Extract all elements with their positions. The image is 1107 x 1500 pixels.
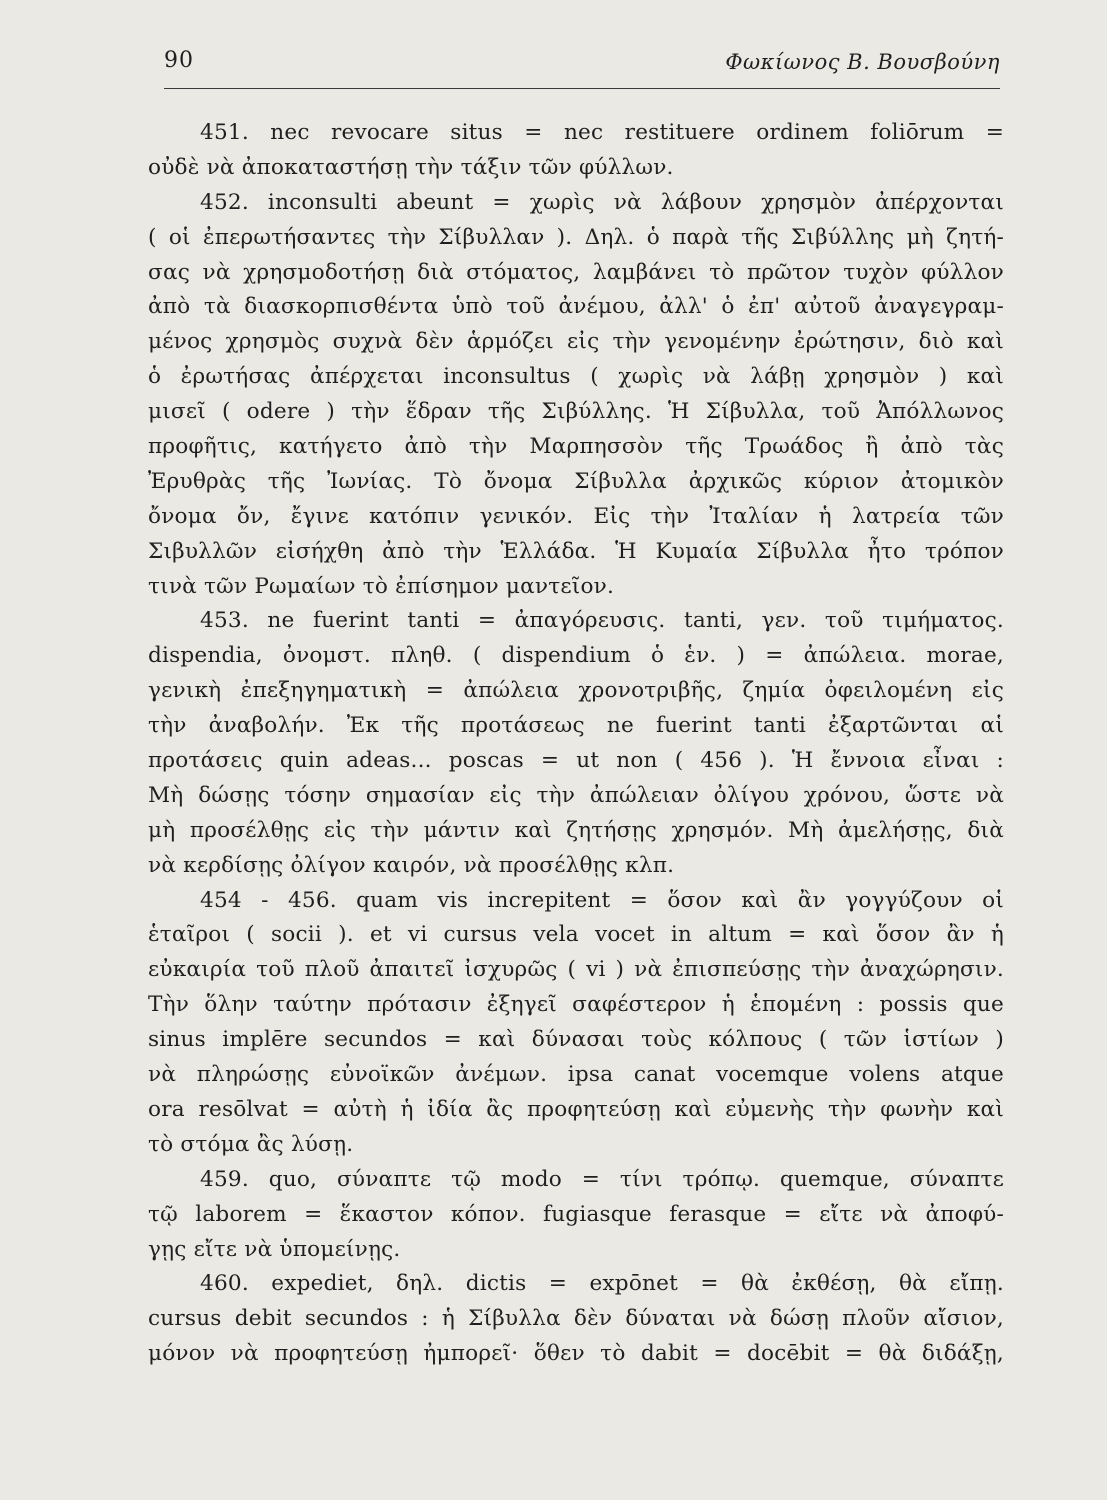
text-line: ἑταῖροι ( socii ). et vi cursus vela vocet in altum = καὶ ὅσον ἂν ἡ <box>148 922 1004 948</box>
text-line: 452. inconsulti abeunt = χωρὶς νὰ λάβουν χρησμὸν ἀπέρχονται <box>200 189 1004 215</box>
text-line: dispendia, ὀνομστ. πληθ. ( dispendium ὁ ἑν. ) = ἀπώλεια. morae, <box>148 643 1004 669</box>
text-line: νὰ πληρώσῃς εὐνοϊκῶν ἀνέμων. ipsa canat vocemque volens atque <box>148 1062 1004 1088</box>
text-line: ( οἱ ἐπερωτήσαντες τὴν Σίβυλλαν ). Δηλ. ὁ παρὰ τῆς Σιβύλλης μὴ ζητή- <box>148 224 1004 250</box>
text-line: ἀπὸ τὰ διασκορπισθέντα ὑπὸ τοῦ ἀνέμου, ἀλλ' ὁ ἐπ' αὐτοῦ ἀναγεγραμ- <box>148 294 1004 320</box>
text-line: ὄνομα ὄν, ἔγινε κατόπιν γενικόν. Εἰς τὴν Ἰταλίαν ἡ λατρεία τῶν <box>148 503 1004 529</box>
text-line: τινὰ τῶν Ρωμαίων τὸ ἐπίσημον μαντεῖον. <box>148 573 615 599</box>
page-header <box>164 44 1000 89</box>
text-line: μισεῖ ( odere ) τὴν ἕδραν τῆς Σιβύλλης. Ἡ Σίβυλλα, τοῦ Ἀπόλλωνος <box>148 399 1004 425</box>
text-line: Μὴ δώσῃς τόσην σημασίαν εἰς τὴν ἀπώλειαν ὀλίγου χρόνου, ὥστε νὰ <box>148 782 1004 808</box>
text-line: sinus implēre secundos = καὶ δύνασαι τοὺς κόλπους ( τῶν ἱστίων ) <box>148 1027 1004 1053</box>
text-line: τὴν ἀναβολήν. Ἐκ τῆς προτάσεως ne fuerint tanti ἐξαρτῶνται αἱ <box>148 713 1004 739</box>
text-line: Σιβυλλῶν εἰσήχθη ἀπὸ τὴν Ἑλλάδα. Ἡ Κυμαία Σίβυλλα ἦτο τρόπον <box>148 538 1004 564</box>
text-line: 451. nec revocare situs = nec restituere ordinem foliōrum = <box>200 120 1004 145</box>
text-line: 460. expediet, δηλ. dictis = expōnet = θὰ ἐκθέσῃ, θὰ εἴπῃ. <box>200 1271 1004 1297</box>
text-line: 453. ne fuerint tanti = ἀπαγόρευσις. tanti, γεν. τοῦ τιμήματος. <box>200 608 1004 634</box>
text-line: τῷ laborem = ἕκαστον κόπον. fugiasque ferasque = εἴτε νὰ ἀποφύ- <box>148 1201 1004 1227</box>
text-line: νὰ κερδίσῃς ὀλίγον καιρόν, νὰ προσέλθῃς κλπ. <box>148 852 675 878</box>
text-line: γῃς εἴτε νὰ ὑπομείνῃς. <box>148 1236 401 1262</box>
text-line: ora resōlvat = αὐτὴ ἡ ἰδία ἂς προφητεύσῃ καὶ εὐμενὴς τὴν φωνὴν καὶ <box>148 1096 1004 1122</box>
text-line: σας νὰ χρησμοδοτήσῃ διὰ στόματος, λαμβάνει τὸ πρῶτον τυχὸν φύλλον <box>148 259 1004 285</box>
text-line: Ἐρυθρὰς τῆς Ἰωνίας. Τὸ ὄνομα Σίβυλλα ἀρχικῶς κύριον ἀτομικὸν <box>148 468 1004 494</box>
text-line: εὐκαιρία τοῦ πλοῦ ἀπαιτεῖ ἰσχυρῶς ( vi ) νὰ ἐπισπεύσῃς τὴν ἀναχώρησιν. <box>148 957 1004 983</box>
text-line: ὁ ἐρωτήσας ἀπέρχεται inconsultus ( χωρὶς νὰ λάβῃ χρησμὸν ) καὶ <box>148 364 1004 390</box>
text-line: Τὴν ὅλην ταύτην πρότασιν ἐξηγεῖ σαφέστερον ἡ ἑπομένη : possis que <box>148 992 1004 1018</box>
text-line: γενικὴ ἐπεξηγηματικὴ = ἀπώλεια χρονοτριβῆς, ζημία ὀφειλομένη εἰς <box>148 678 1004 704</box>
text-line: μόνον νὰ προφητεύσῃ ἠμπορεῖ· ὅθεν τὸ dabit = docēbit = θὰ διδάξῃ, <box>148 1341 1004 1367</box>
text-line: μένος χρησμὸς συχνὰ δὲν ἁρμόζει εἰς τὴν γενομένην ἐρώτησιν, διὸ καὶ <box>148 329 1004 355</box>
text-line: οὐδὲ νὰ ἀποκαταστήσῃ τὴν τάξιν τῶν φύλλων. <box>148 154 674 180</box>
commentary-text <box>148 116 1004 1372</box>
text-line: 459. quo, σύναπτε τῷ modo = τίνι τρόπῳ. quemque, σύναπτε <box>200 1166 1004 1192</box>
text-line: προτάσεις quin adeas... poscas = ut non ( 456 ). Ἡ ἔννοια εἶναι : <box>148 748 1004 774</box>
text-line: cursus debit secundos : ἡ Σίβυλλα δὲν δύναται νὰ δώσῃ πλοῦν αἴσιον, <box>148 1306 1004 1332</box>
running-head: Φωκίωνος Β. Βουσβούνη <box>725 50 1000 74</box>
text-line: προφῆτις, κατήγετο ἀπὸ τὴν Μαρπησσὸν τῆς Τρωάδος ἢ ἀπὸ τὰς <box>148 434 1004 460</box>
text-line: 454 - 456. quam vis increpitent = ὅσον καὶ ἂν γογγύζουν οἱ <box>200 887 1004 913</box>
text-line: μὴ προσέλθῃς εἰς τὴν μάντιν καὶ ζητήσῃς χρησμόν. Μὴ ἀμελήσῃς, διὰ <box>148 817 1004 843</box>
text-line: τὸ στόμα ἂς λύσῃ. <box>148 1131 354 1157</box>
page-number: 90 <box>164 48 194 73</box>
